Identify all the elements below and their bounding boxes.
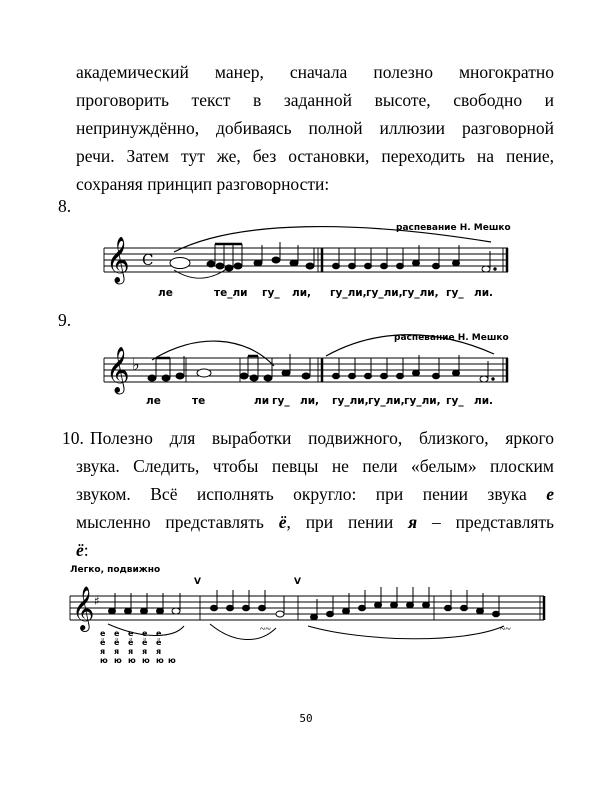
vowel-label: я [156,647,162,656]
vowel-e: е [546,484,554,504]
vowel-ya: я [408,512,418,532]
note [302,373,310,379]
note [148,375,156,381]
text-line: проговорить текст в заданной высоте, свободно и [76,90,554,110]
lyric-syllable: гу_ [262,287,280,299]
text-segment: , при пении [286,512,409,532]
note [259,605,266,611]
exercise-9-score [96,324,516,414]
vowel-label: ю [100,656,108,665]
note [243,605,250,611]
lyric-syllable: гу_ [272,395,290,407]
treble-clef-icon: 𝄞 [72,586,95,630]
note [349,373,356,379]
note [480,376,488,382]
text-line: речи. Затем тут же, без остановки, переходить на пение, [76,146,554,166]
note [227,605,234,611]
note [375,602,382,608]
note [207,261,215,267]
note [172,608,180,614]
vowel-label: ё [142,638,148,647]
vowel-label: ю [114,656,122,665]
tempo-marking: Легко, подвижно [70,565,161,575]
note [225,265,233,271]
note [250,375,258,381]
lyric-syllable: ли. [474,395,494,407]
vowel-label: ё [156,638,162,647]
treble-clef-icon: 𝄞 [106,347,130,393]
note [365,263,372,269]
sharp-icon: ♯ [94,594,100,608]
text-segment: : [83,540,89,560]
vowel-label: ю [142,656,150,665]
lyric-syllable: гу_ли, [402,287,439,299]
exercise-8-credit: распевание Н. Мешко [396,223,511,233]
time-signature: C [142,251,154,269]
note [216,263,224,269]
note [333,373,340,379]
lyric-syllable: те [192,395,206,407]
exercise-10-score [64,560,552,672]
note [397,263,404,269]
note [407,602,414,608]
page-number: 50 [299,712,313,725]
lyric-syllable: гу_ [446,287,464,299]
vowel-columns [100,629,176,665]
vowel-yo: ё [76,540,84,560]
lyric-syllable: ле [158,287,173,299]
exercise-8-score [96,212,516,308]
note [157,608,164,614]
note [109,608,116,614]
vowel-label: ю [128,656,136,665]
note [423,602,430,608]
vowel-label: ю [168,656,176,665]
vowel-label: ё [114,638,120,647]
tie-slur [174,268,228,278]
note [381,373,388,379]
exercise-10-number: 10. [62,428,84,448]
vowel-label: я [142,647,148,656]
lyric-syllable: гу_ли, [330,287,367,299]
vowel-label: е [128,629,134,638]
treble-clef-icon: 𝄞 [106,237,130,283]
text-segment: – представлять [417,512,554,532]
vowel-label: е [142,629,148,638]
lyric-syllable: ли. [474,287,494,299]
exercise-8-lyrics [158,287,493,299]
note [477,608,484,614]
whole-note [170,258,190,269]
svg-text:~~: ~~ [500,624,511,635]
vowel-label: ё [128,638,134,647]
vowel-label: я [100,647,106,656]
note [365,373,372,379]
vowel-label: е [156,629,162,638]
text-segment: мысленно представлять [76,512,279,532]
note [493,611,500,617]
note [343,608,350,614]
text-line: сохраняя принцип разговорности: [76,174,330,194]
lyric-syllable: гу_ли, [368,395,405,407]
lyric-syllable: гу_ [446,395,464,407]
note [240,373,248,379]
text-line: звука. Следить, чтобы певцы не пели «белым» плоским [76,456,554,476]
lyric-syllable: ли, [292,287,312,299]
note [306,263,314,269]
text-line: Полезно для выработки подвижного, близкого, яркого [90,428,554,448]
note [453,370,460,376]
note [176,373,184,379]
flat-icon: ♭ [132,355,140,374]
vowel-label: я [114,647,120,656]
note [433,373,440,379]
note [254,260,262,266]
paragraph-exercise-10-body [76,452,554,564]
exercise-8-number: 8. [58,196,72,216]
note [264,375,272,381]
svg-text:~~: ~~ [260,624,271,635]
note [381,263,388,269]
lyric-syllable: те_ли [214,287,248,299]
note [125,608,132,614]
exercise-9-number: 9. [58,310,72,330]
breath-mark: V [194,577,201,587]
note [141,608,148,614]
lyric-syllable: гу_ли, [404,395,441,407]
text-segment: звуком. Всё исполнять округло: при пении звука [76,484,547,504]
note [445,605,452,611]
note [433,263,440,269]
note [461,605,468,611]
whole-note [197,369,211,377]
note [211,605,218,611]
vowel-label: ю [156,656,164,665]
note [391,602,398,608]
note [311,614,318,620]
paragraph-exercise-10 [90,424,554,452]
note [359,605,366,611]
note [413,370,420,376]
note [276,611,284,617]
lyric-syllable: ле [146,395,161,407]
note [349,263,356,269]
breath-mark: V [294,577,301,587]
note [397,373,404,379]
lyric-syllable: ли, [300,395,320,407]
note [290,260,298,266]
lyric-syllable: гу_ли, [332,395,369,407]
note [272,257,280,263]
text-line: академический манер, сначала полезно многократно [76,62,554,82]
vowel-label: е [100,629,106,638]
lyric-syllable: гу_ли, [366,287,403,299]
note [162,375,170,381]
exercise-9-credit: распевание Н. Мешко [394,333,509,343]
vowel-label: ё [100,638,106,647]
note [413,260,420,266]
vowel-label: я [128,647,134,656]
paragraph-intro [76,58,554,198]
note [327,611,334,617]
vowel-label: е [114,629,120,638]
vowel-yo: ё [278,512,287,532]
note [282,370,290,376]
exercise-9-lyrics [146,395,493,407]
text-line [76,508,554,536]
note [333,263,340,269]
text-line [76,480,554,508]
note [234,263,242,269]
note [482,266,490,272]
note [453,260,460,266]
lyric-syllable: ли [254,395,270,407]
text-line: непринуждённо, добиваясь полной иллюзии разговорной [76,118,554,138]
